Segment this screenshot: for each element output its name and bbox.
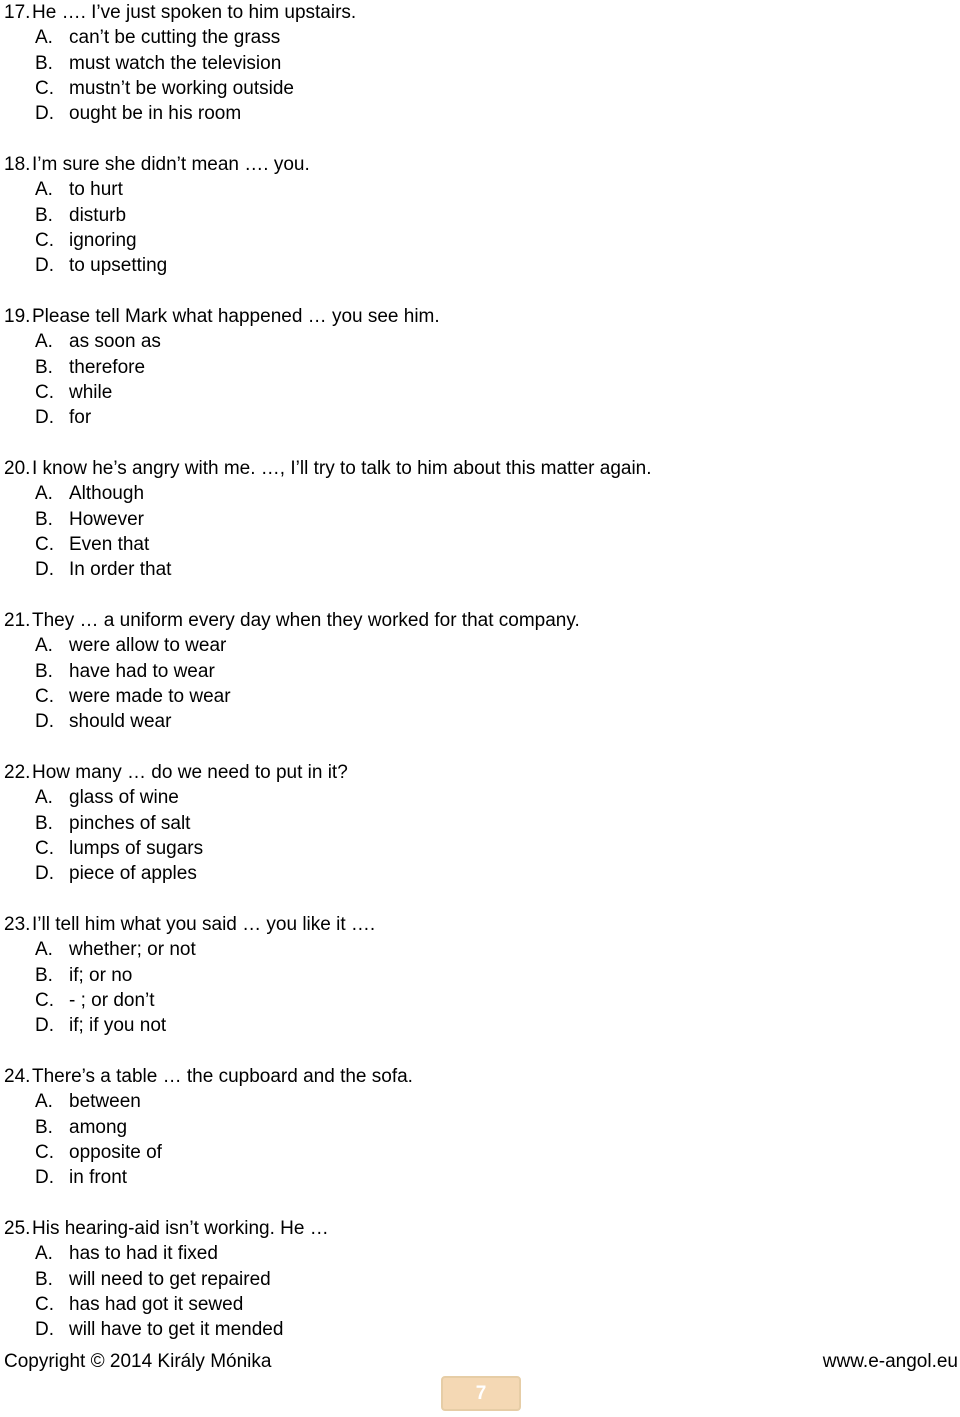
option-letter: A.: [35, 483, 53, 505]
question-item: [4, 1064, 944, 1216]
option-text: between: [69, 1091, 141, 1113]
option-text: among: [69, 1116, 128, 1138]
option-letter: B.: [35, 52, 53, 74]
question-number: 20.: [4, 458, 31, 479]
option-letter: C.: [35, 1293, 54, 1315]
option-text: However: [69, 508, 144, 530]
answer-option: [4, 1089, 944, 1114]
answer-option: [4, 405, 944, 430]
option-letter: C.: [35, 229, 54, 251]
option-letter: D.: [35, 1319, 54, 1341]
option-text: will need to get repaired: [69, 1268, 271, 1290]
answer-option: [4, 25, 944, 50]
option-text: ignoring: [69, 229, 137, 251]
answer-option: [4, 532, 944, 557]
question-stem: [4, 1216, 944, 1241]
option-letter: A.: [35, 1091, 53, 1113]
answer-option: [4, 1317, 944, 1342]
option-text: to hurt: [69, 179, 123, 201]
question-stem: [4, 304, 944, 329]
option-text: mustn’t be working outside: [69, 77, 294, 99]
answer-option: [4, 557, 944, 582]
option-letter: B.: [35, 660, 53, 682]
answer-option: [4, 177, 944, 202]
question-text: I’ll tell him what you said … you like it ….: [32, 914, 376, 935]
question-stem: [4, 608, 944, 633]
answer-option: [4, 785, 944, 810]
option-letter: C.: [35, 1141, 54, 1163]
question-text: How many … do we need to put in it?: [32, 762, 348, 783]
option-letter: D.: [35, 103, 54, 125]
option-text: if; if you not: [69, 1015, 167, 1037]
option-text: were allow to wear: [69, 635, 227, 657]
option-text: has had got it sewed: [69, 1293, 244, 1315]
option-text: piece of apples: [69, 863, 197, 885]
answer-option: [4, 1165, 944, 1190]
question-stem: [4, 0, 944, 25]
answer-option: [4, 684, 944, 709]
answer-option: [4, 76, 944, 101]
option-text: if; or no: [69, 964, 133, 986]
question-text: He …. I’ve just spoken to him upstairs.: [32, 2, 357, 23]
option-letter: A.: [35, 331, 53, 353]
option-text: to upsetting: [69, 255, 168, 277]
answer-option: [4, 507, 944, 532]
option-text: Even that: [69, 533, 150, 555]
option-letter: D.: [35, 559, 54, 581]
answer-option: [4, 861, 944, 886]
question-number: 23.: [4, 914, 31, 935]
question-number: 25.: [4, 1218, 31, 1239]
answer-option: [4, 253, 944, 278]
question-item: [4, 760, 944, 912]
option-letter: C.: [35, 533, 54, 555]
option-text: while: [69, 381, 113, 403]
question-number: 17.: [4, 2, 31, 23]
answer-option: [4, 836, 944, 861]
option-letter: A.: [35, 939, 53, 961]
question-item: [4, 1216, 944, 1368]
option-letter: C.: [35, 381, 54, 403]
option-text: therefore: [69, 356, 146, 378]
option-letter: A.: [35, 1243, 53, 1265]
page-footer: [4, 1349, 958, 1375]
answer-option: [4, 811, 944, 836]
option-letter: D.: [35, 863, 54, 885]
question-item: [4, 152, 944, 304]
option-text: opposite of: [69, 1141, 162, 1163]
question-item: [4, 912, 944, 1064]
question-text: I know he’s angry with me. …, I’ll try to talk to him about this matter again.: [32, 458, 652, 479]
question-stem: [4, 152, 944, 177]
option-letter: A.: [35, 635, 53, 657]
answer-option: [4, 1013, 944, 1038]
answer-option: [4, 203, 944, 228]
answer-option: [4, 1292, 944, 1317]
option-text: must watch the television: [69, 52, 282, 74]
option-text: lumps of sugars: [69, 837, 204, 859]
question-stem: [4, 456, 944, 481]
question-text: They … a uniform every day when they worked for that company.: [32, 610, 580, 631]
option-text: in front: [69, 1167, 128, 1189]
option-letter: D.: [35, 407, 54, 429]
question-number: 21.: [4, 610, 31, 631]
question-item: [4, 456, 944, 608]
option-text: have had to wear: [69, 660, 215, 682]
option-text: disturb: [69, 204, 127, 226]
question-number: 19.: [4, 306, 31, 327]
option-text: In order that: [69, 559, 172, 581]
option-text: whether; or not: [69, 939, 196, 961]
answer-option: [4, 1267, 944, 1292]
answer-option: [4, 228, 944, 253]
option-letter: C.: [35, 989, 54, 1011]
answer-option: [4, 709, 944, 734]
option-text: ought be in his room: [69, 103, 242, 125]
option-letter: D.: [35, 255, 54, 277]
option-text: has to had it fixed: [69, 1243, 218, 1265]
option-letter: A.: [35, 787, 53, 809]
question-text: I’m sure she didn’t mean …. you.: [32, 154, 310, 175]
option-letter: C.: [35, 77, 54, 99]
option-text: glass of wine: [69, 787, 179, 809]
answer-option: [4, 1140, 944, 1165]
option-letter: B.: [35, 1116, 53, 1138]
option-text: can’t be cutting the grass: [69, 27, 281, 49]
option-letter: D.: [35, 1015, 54, 1037]
answer-option: [4, 101, 944, 126]
option-text: for: [69, 407, 92, 429]
option-letter: B.: [35, 812, 53, 834]
answer-option: [4, 1115, 944, 1140]
copyright-notice: Copyright © 2014 Király Mónika: [4, 1351, 272, 1372]
option-text: - ; or don’t: [69, 989, 155, 1011]
option-text: Although: [69, 483, 145, 505]
answer-option: [4, 1241, 944, 1266]
answer-option: [4, 355, 944, 380]
question-text: Please tell Mark what happened … you see him.: [32, 306, 440, 327]
option-letter: D.: [35, 1167, 54, 1189]
question-stem: [4, 1064, 944, 1089]
question-list: [4, 0, 944, 1368]
website-url: www.e-angol.eu: [822, 1351, 958, 1372]
page-number-badge: 7: [441, 1376, 521, 1411]
option-letter: B.: [35, 508, 53, 530]
question-text: His hearing-aid isn’t working. He …: [32, 1218, 329, 1239]
answer-option: [4, 329, 944, 354]
question-number: 18.: [4, 154, 31, 175]
option-letter: B.: [35, 356, 53, 378]
option-letter: B.: [35, 1268, 53, 1290]
question-item: [4, 0, 944, 152]
answer-option: [4, 937, 944, 962]
question-text: There’s a table … the cupboard and the sofa.: [32, 1066, 413, 1087]
option-text: will have to get it mended: [69, 1319, 284, 1341]
answer-option: [4, 633, 944, 658]
question-stem: [4, 912, 944, 937]
answer-option: [4, 380, 944, 405]
option-letter: A.: [35, 27, 53, 49]
question-number: 24.: [4, 1066, 31, 1087]
question-stem: [4, 760, 944, 785]
answer-option: [4, 481, 944, 506]
question-number: 22.: [4, 762, 31, 783]
option-letter: C.: [35, 837, 54, 859]
answer-option: [4, 988, 944, 1013]
answer-option: [4, 659, 944, 684]
option-text: as soon as: [69, 331, 161, 353]
question-item: [4, 608, 944, 760]
option-letter: C.: [35, 685, 54, 707]
question-item: [4, 304, 944, 456]
option-text: should wear: [69, 711, 172, 733]
option-letter: B.: [35, 964, 53, 986]
option-text: pinches of salt: [69, 812, 191, 834]
option-letter: B.: [35, 204, 53, 226]
answer-option: [4, 51, 944, 76]
option-text: were made to wear: [69, 685, 231, 707]
option-letter: D.: [35, 711, 54, 733]
option-letter: A.: [35, 179, 53, 201]
answer-option: [4, 963, 944, 988]
